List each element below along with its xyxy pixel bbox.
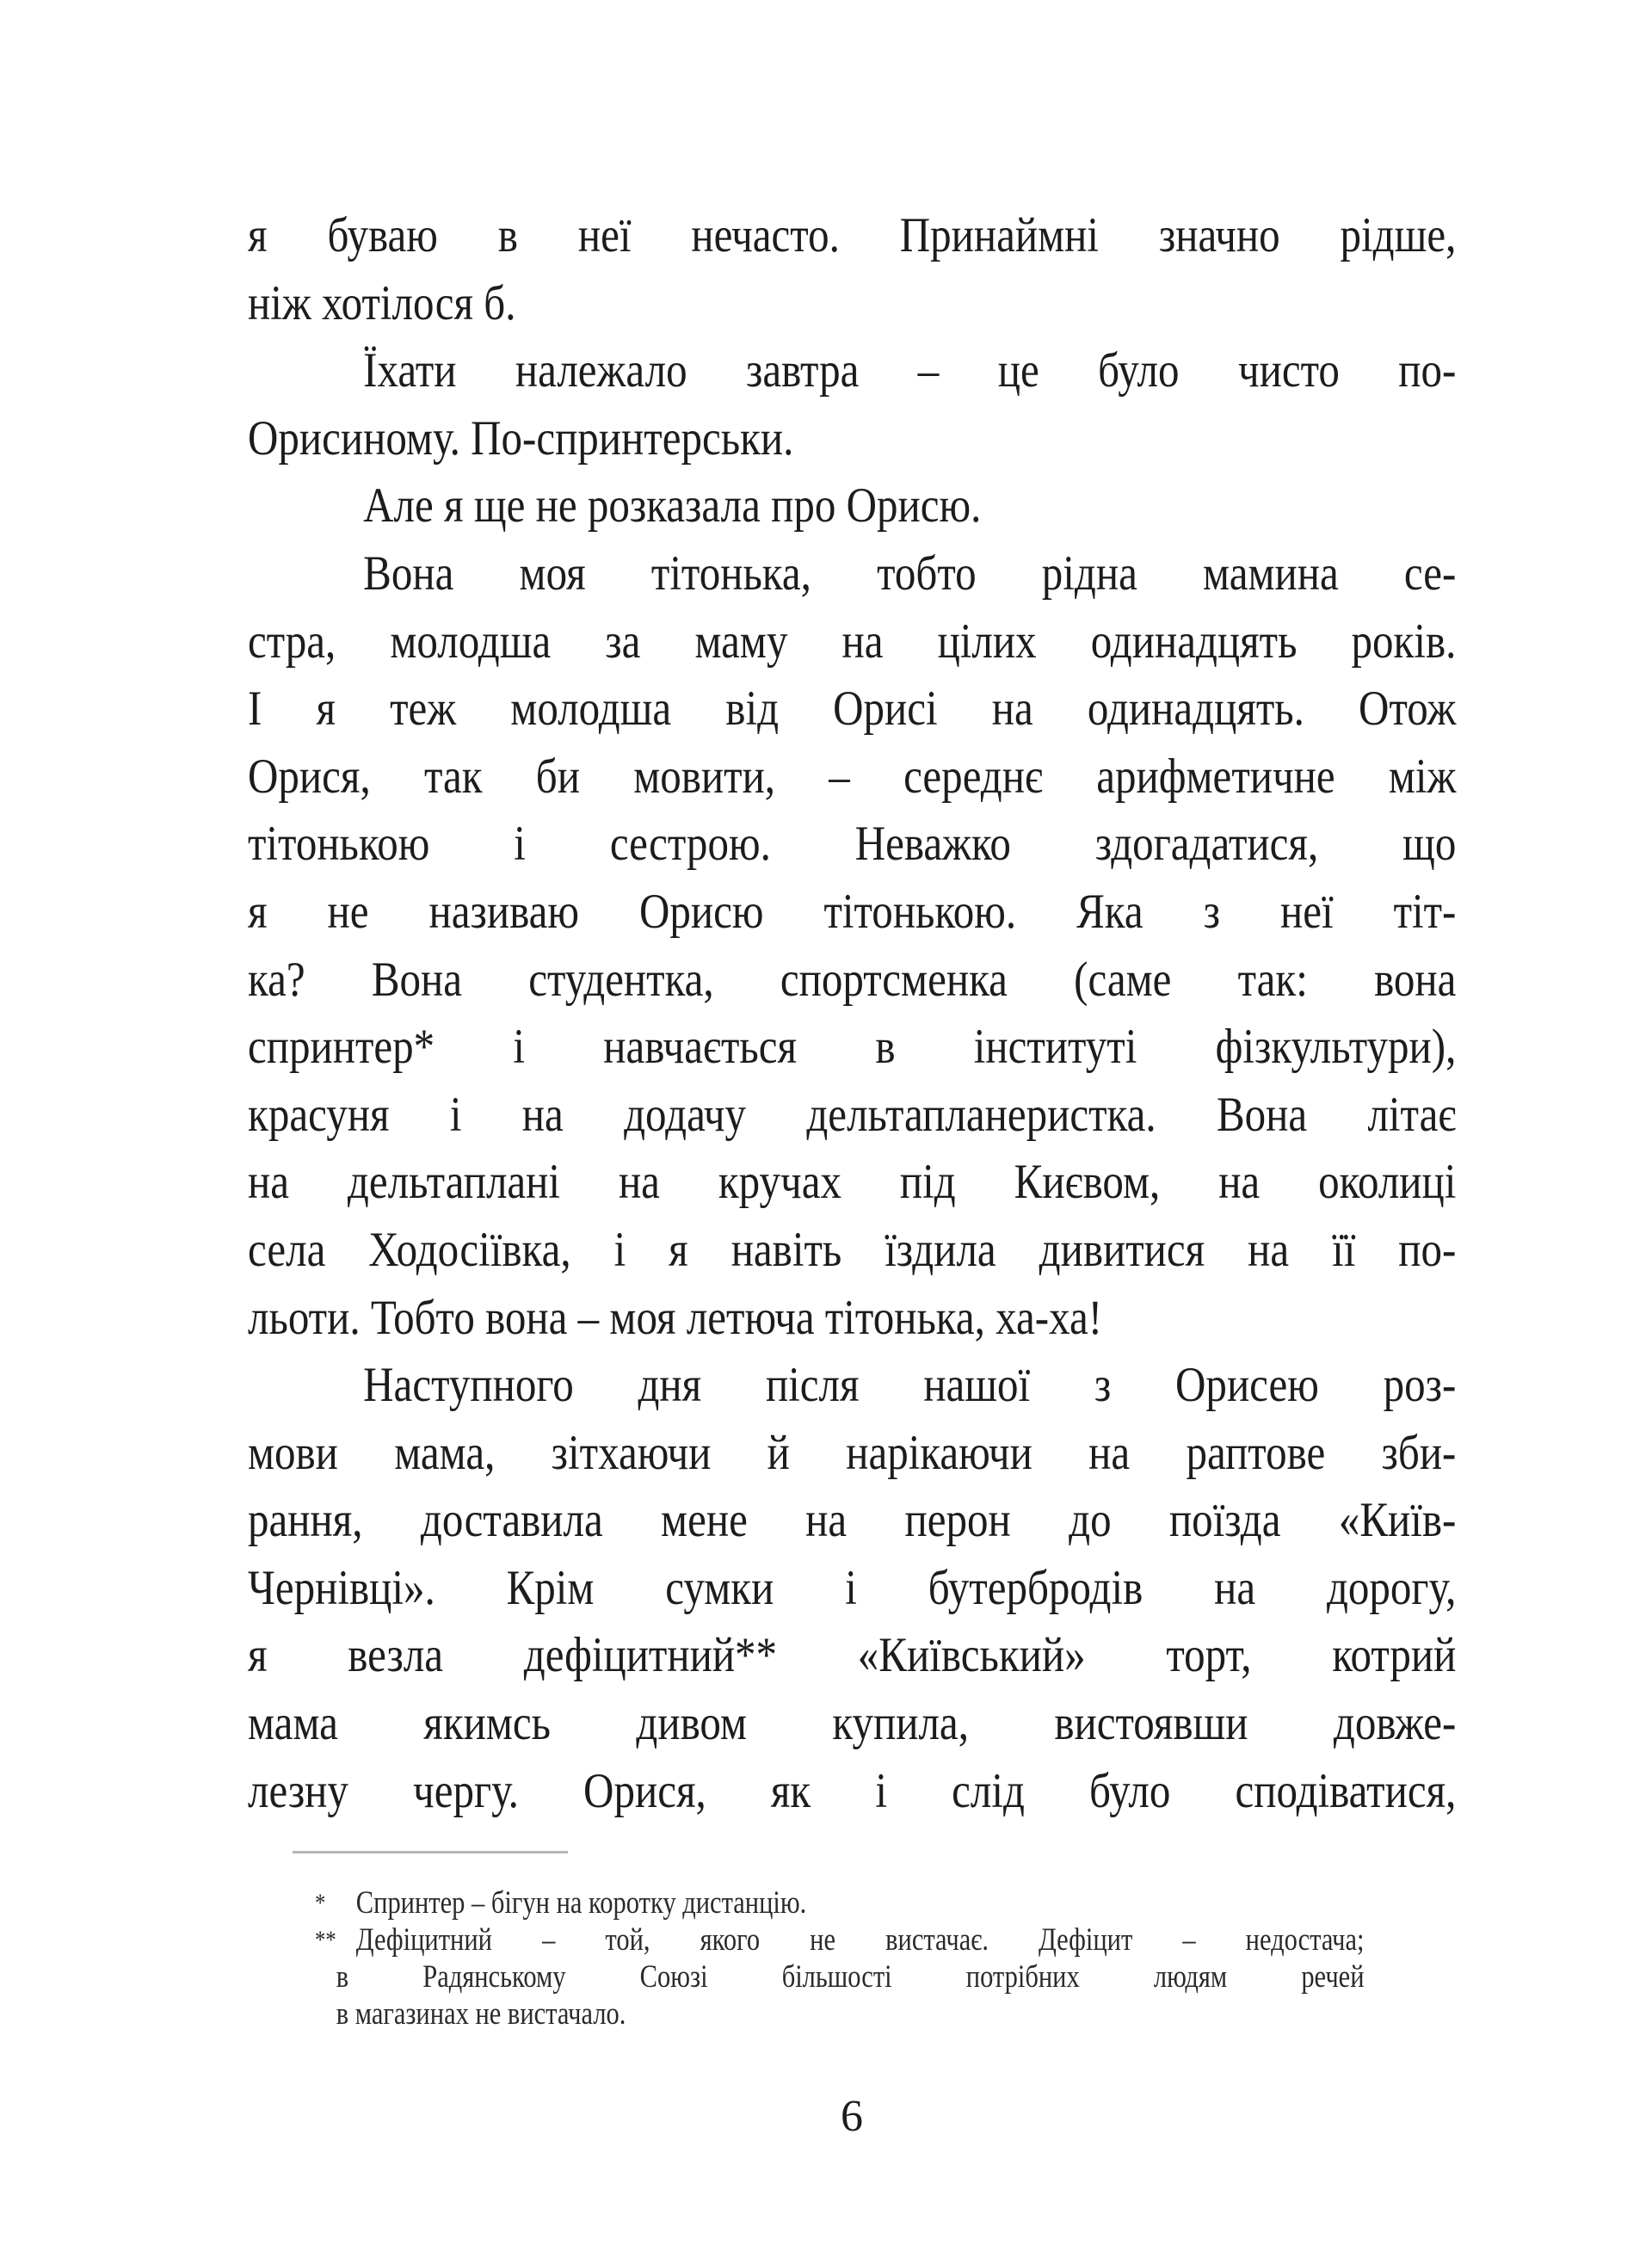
footnote-line: Спринтер – бігун на коротку дистанцію. — [355, 1885, 807, 1921]
footnote-marker: ** — [315, 1926, 336, 1954]
text-line: стра, молодша за маму на цілих одинадцять років. — [248, 614, 1457, 669]
text-line: І я теж молодша від Орисі на одинадцять. Отож — [248, 682, 1457, 737]
text-line: спринтер* і навчається в інституті фізкультури), — [248, 1020, 1457, 1075]
text-line: ка? Вона студентка, спортсменка (саме так: вона — [248, 952, 1457, 1007]
footnote — [315, 1884, 1365, 1921]
text-line: Наступного дня після нашої з Орисею роз- — [363, 1358, 1457, 1413]
text-line: ніж хотілося б. — [248, 275, 516, 330]
body-text — [248, 202, 1457, 1825]
footnote-marker: * — [315, 1889, 326, 1917]
page-number: 6 — [841, 2092, 863, 2141]
text-line: красуня і на додачу дельтапланеристка. Вона літає — [248, 1087, 1457, 1142]
body-lines — [248, 202, 1456, 1825]
text-line: Чернівці». Крім сумки і бутербродів на дорогу, — [248, 1560, 1457, 1615]
text-line: тітонькою і сестрою. Неважко здогадатися, що — [248, 817, 1457, 872]
footnote-line: Дефіцитний – той, якого не вистачає. Дефіцит – недостача; — [355, 1922, 1365, 1958]
text-line: Орисиному. По-спринтерськи. — [248, 410, 794, 466]
text-line: на дельтаплані на кручах під Києвом, на околиці — [248, 1155, 1457, 1210]
text-line: я везла дефіцитний** «Київський» торт, котрий — [248, 1628, 1457, 1683]
text-line: я не називаю Орисю тітонькою. Яка з неї тіт- — [248, 884, 1457, 939]
text-line: рання, доставила мене на перон до поїзда «Київ- — [248, 1493, 1457, 1548]
text-line: Вона моя тітонька, тобто рідна мамина се- — [363, 546, 1457, 601]
footnote-separator — [293, 1851, 568, 1853]
text-line: мови мама, зітхаючи й нарікаючи на раптове зби- — [248, 1425, 1457, 1480]
text-line: мама якимсь дивом купила, вистоявши довже- — [248, 1696, 1457, 1751]
text-line: я буваю в неї нечасто. Принаймні значно рідше, — [248, 208, 1457, 262]
footnotes — [315, 1884, 1365, 2032]
text-line: Але я ще не розказала про Орисю. — [363, 478, 982, 533]
text-line: Орися, так би мовити, – середнє арифметичне між — [248, 749, 1457, 804]
footnote-line: в магазинах не вистачало. — [336, 1996, 626, 2032]
text-line: села Ходосіївка, і я навіть їздила дивитися на її по- — [248, 1222, 1457, 1277]
text-line: льоти. Тобто вона – моя летюча тітонька, ха-ха! — [248, 1290, 1103, 1345]
text-line: лезну чергу. Орися, як і слід було сподіватися, — [248, 1763, 1457, 1818]
footnote — [315, 1921, 1365, 2032]
footnote-line: в Радянському Союзі більшості потрібних людям речей — [336, 1959, 1365, 1995]
footnote-list — [315, 1884, 1365, 2032]
text-line: Їхати належало завтра – це було чисто по- — [363, 343, 1457, 398]
